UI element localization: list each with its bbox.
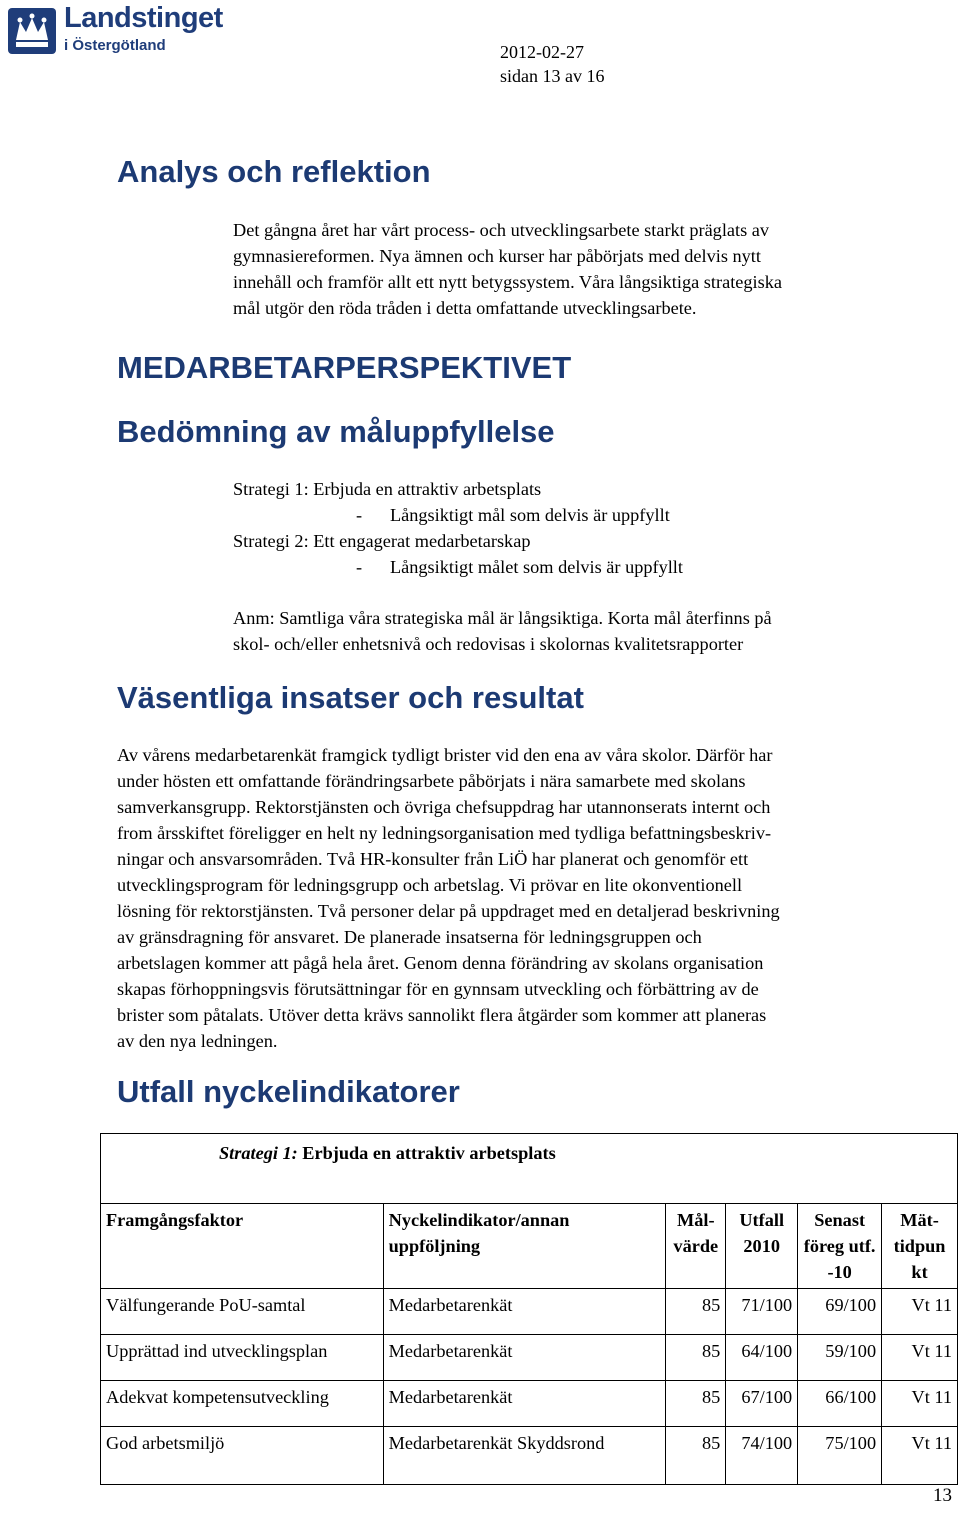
table-caption-row <box>101 1134 958 1204</box>
cell-previous: 75/100 <box>798 1427 882 1485</box>
analys-heading: Analys och reflektion <box>117 154 431 189</box>
utfall-heading: Utfall nyckelindikatorer <box>117 1074 460 1109</box>
kpi-table <box>100 1133 958 1485</box>
cell-measure: Vt 11 <box>882 1381 958 1427</box>
col-header-target: Mål-värde <box>666 1204 726 1289</box>
table-caption <box>101 1134 958 1204</box>
col-header-previous: Senast föreg utf. -10 <box>798 1204 882 1289</box>
bullet-text: Långsiktigt mål som delvis är uppfyllt <box>390 505 670 525</box>
table-row <box>101 1381 958 1427</box>
insatser-line: arbetslagen kommer att pågå hela året. Genom denna förändring av skolans organisation <box>117 953 764 973</box>
bullet-dash: - <box>356 505 363 525</box>
cell-measure: Vt 11 <box>882 1427 958 1485</box>
note-line: skol- och/eller enhetsnivå och redovisas i skolornas kvalitetsrapporter <box>233 634 744 654</box>
analys-line: innehåll och framför allt ett nytt betygssystem. Våra långsiktiga strategiska <box>233 272 782 292</box>
insatser-line: from årsskiftet föreligger en helt ny ledningsorganisation med tydliga befattningsbeskriv- <box>117 823 772 843</box>
cell-outcome: 67/100 <box>726 1381 798 1427</box>
cell-indicator: Medarbetarenkät Skyddsrond <box>383 1427 666 1485</box>
strategy-1-bullet <box>356 502 670 528</box>
cell-factor: Adekvat kompetensutveckling <box>101 1381 384 1427</box>
crown-emblem-icon <box>6 6 58 56</box>
insatser-paragraph <box>117 742 927 1054</box>
document-date-block <box>500 40 700 88</box>
col-header-measure: Mät-tidpun kt <box>882 1204 958 1289</box>
logo-subtitle: i Östergötland <box>64 37 166 54</box>
insatser-line: samverkansgrupp. Rektorstjänsten och övriga chefsuppdrag har utannonserats internt och <box>117 797 771 817</box>
table-row <box>101 1427 958 1485</box>
caption-strategy-text: Erbjuda en attraktiv arbetsplats <box>297 1143 556 1163</box>
insatser-line: utvecklingsprogram för ledningsgrupp och arbetslag. Vi prövar en lite okonventionell <box>117 875 743 895</box>
bullet-text: Långsiktigt målet som delvis är uppfyllt <box>390 557 683 577</box>
medarbetar-heading: MEDARBETARPERSPEKTIVET <box>117 350 572 385</box>
col-header-indicator: Nyckelindikator/annan uppföljning <box>383 1204 666 1289</box>
insatser-line: lösning för rektorstjänsten. Två personer delar på uppdraget med en detaljerad beskrivning <box>117 901 780 921</box>
cell-measure: Vt 11 <box>882 1335 958 1381</box>
page-of-total: sidan 13 av 16 <box>500 66 605 86</box>
insatser-line: Av vårens medarbetarenkät framgick tydligt brister vid den ena av våra skolor. Därför har <box>117 745 773 765</box>
cell-previous: 66/100 <box>798 1381 882 1427</box>
analys-line: Det gångna året har vårt process- och utvecklingsarbete starkt präglats av <box>233 220 770 240</box>
insatser-heading: Väsentliga insatser och resultat <box>117 680 584 715</box>
document-date: 2012-02-27 <box>500 42 584 62</box>
cell-target: 85 <box>666 1289 726 1335</box>
table-row <box>101 1289 958 1335</box>
strategy-2-line: Strategi 2: Ett engagerat medarbetarskap <box>233 531 531 551</box>
cell-target: 85 <box>666 1335 726 1381</box>
insatser-line: under hösten ett omfattande förändringsarbete påbörjats i nära samarbete med skolans <box>117 771 746 791</box>
table-row <box>101 1335 958 1381</box>
cell-outcome: 71/100 <box>726 1289 798 1335</box>
caption-strategy-label: Strategi 1: <box>219 1143 298 1163</box>
strategy-2-bullet <box>356 554 683 580</box>
cell-indicator: Medarbetarenkät <box>383 1289 666 1335</box>
insatser-line: brister som påtalats. Utöver detta krävs sannolikt flera åtgärder som kommer att planeras <box>117 1005 767 1025</box>
insatser-line: av den nya ledningen. <box>117 1031 278 1051</box>
note-line: Anm: Samtliga våra strategiska mål är långsiktiga. Korta mål återfinns på <box>233 608 772 628</box>
note-paragraph <box>233 605 923 657</box>
cell-factor: Välfungerande PoU-samtal <box>101 1289 384 1335</box>
cell-previous: 59/100 <box>798 1335 882 1381</box>
landstinget-logo <box>6 2 246 58</box>
analys-line: gymnasiereformen. Nya ämnen och kurser har påbörjats med delvis nytt <box>233 246 761 266</box>
analys-line: mål utgör den röda tråden i detta omfattande utvecklingsarbete. <box>233 298 697 318</box>
col-header-outcome: Utfall 2010 <box>726 1204 798 1289</box>
insatser-line: av gränsdragning för ansvaret. De planerade insatserna för ledningsgruppen och <box>117 927 702 947</box>
analys-paragraph <box>233 217 923 321</box>
cell-outcome: 64/100 <box>726 1335 798 1381</box>
cell-indicator: Medarbetarenkät <box>383 1335 666 1381</box>
insatser-line: skapas förhoppningsvis förutsättningar för en gynnsam utveckling och förbättring av de <box>117 979 759 999</box>
cell-factor: God arbetsmiljö <box>101 1427 384 1485</box>
strategy-1-line: Strategi 1: Erbjuda en attraktiv arbetsplats <box>233 479 542 499</box>
cell-factor: Upprättad ind utvecklingsplan <box>101 1335 384 1381</box>
bullet-dash: - <box>356 557 363 577</box>
cell-target: 85 <box>666 1381 726 1427</box>
logo-title: Landstinget <box>64 2 223 34</box>
insatser-line: ningar och ansvarsområden. Två HR-konsulter från LiÖ har planerat och genomför ett <box>117 849 749 869</box>
cell-target: 85 <box>666 1427 726 1485</box>
col-header-factor: Framgångsfaktor <box>101 1204 384 1289</box>
table-header-row <box>101 1204 958 1289</box>
page-number: 13 <box>933 1485 952 1506</box>
cell-indicator: Medarbetarenkät <box>383 1381 666 1427</box>
maluppfyllelse-heading: Bedömning av måluppfyllelse <box>117 414 555 449</box>
cell-previous: 69/100 <box>798 1289 882 1335</box>
cell-outcome: 74/100 <box>726 1427 798 1485</box>
cell-measure: Vt 11 <box>882 1289 958 1335</box>
